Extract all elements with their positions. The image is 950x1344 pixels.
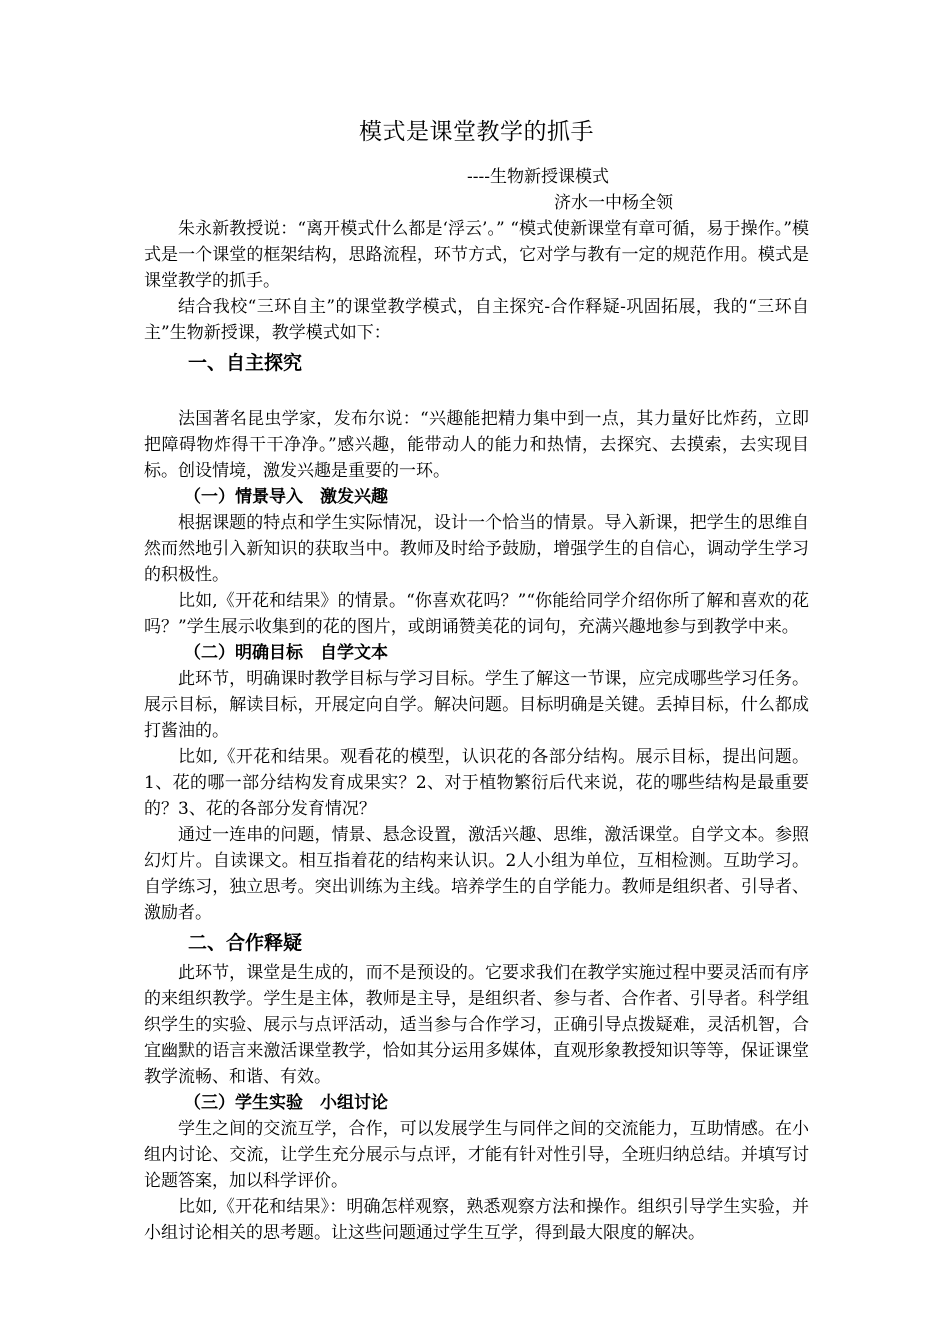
subsection-heading-goals: （二）明确目标 自学文本	[184, 643, 388, 663]
subsection-paragraph: 根据课题的特点和学生实际情况，设计一个恰当的情景。导入新课，把学生的思维自然而然地引入新知识的获取当中。教师及时给予鼓励，增强学生的自信心，调动学生学习的积极性。	[144, 513, 809, 585]
document-page	[144, 112, 809, 1246]
subsection-paragraph: 此环节，明确课时教学目标与学习目标。学生了解这一节课，应完成哪些学习任务。展示目标，解读目标，开展定向自学。解决问题。目标明确是关键。丢掉目标，什么都成打酱油的。	[144, 669, 809, 741]
section-heading-self-study: 一、自主探究	[188, 352, 303, 374]
intro-paragraph: 结合我校“三环自主”的课堂教学模式，自主探究-合作释疑-巩固拓展，我的“三环自主”生物新授课，教学模式如下：	[144, 297, 809, 343]
document-subtitle: ----生物新授课模式	[467, 167, 609, 187]
subsection-paragraph: 通过一连串的问题，情景、悬念设置，激活兴趣、思维，激活课堂。自学文本。参照幻灯片。自读课文。相互指着花的结构来认识。2人小组为单位，互相检测。互助学习。自学练习，独立思考。突出训练为主线。培养学生的自学能力。教师是组织者、引导者、激励者。	[144, 825, 809, 923]
document-title: 模式是课堂教学的抓手	[359, 119, 594, 145]
section-paragraph: 此环节，课堂是生成的，而不是预设的。它要求我们在教学实施过程中要灵活而有序的来组织教学。学生是主体，教师是主导，是组织者、参与者、合作者、引导者。科学组织学生的实验、展示与点评活动，适当参与合作学习，正确引导点拨疑难，灵活机智，合宜幽默的语言来激活课堂教学，恰如其分运用多媒体，直观形象教授知识等等，保证课堂教学流畅、和谐、有效。	[144, 963, 809, 1087]
subsection-paragraph: 比如,《开花和结果。观看花的模型，认识花的各部分结构。展示目标，提出问题。1、花的哪一部分结构发育成果实？2、对于植物繁衍后代来说，花的哪些结构是最重要的？3、花的各部分发育情况？	[144, 747, 809, 819]
section-paragraph: 法国著名昆虫学家，发布尔说：“兴趣能把精力集中到一点，其力量好比炸药，立即把障碍物炸得干干净净。”感兴趣，能带动人的能力和热情，去探究、去摸索，去实现目标。创设情境，激发兴趣是重要的一环。	[144, 409, 809, 481]
subsection-paragraph: 学生之间的交流互学，合作，可以发展学生与同伴之间的交流能力，互助情感。在小组内讨论、交流，让学生充分展示与点评，才能有针对性引导，全班归纳总结。并填写讨论题答案，加以科学评价。	[144, 1119, 809, 1191]
subsection-paragraph: 比如,《开花和结果》：明确怎样观察，熟悉观察方法和操作。组织引导学生实验，并小组讨论相关的思考题。让这些问题通过学生互学，得到最大限度的解决。	[144, 1197, 809, 1243]
subsection-paragraph: 比如,《开花和结果》的情景。“你喜欢花吗？”“你能给同学介绍你所了解和喜欢的花吗？”学生展示收集到的花的图片，或朗诵赞美花的词句，充满兴趣地参与到教学中来。	[144, 591, 809, 637]
section-heading-cooperation: 二、合作释疑	[188, 932, 303, 954]
subsection-heading-scenario: （一）情景导入 激发兴趣	[184, 487, 388, 507]
intro-paragraph: 朱永新教授说：“离开模式什么都是‘浮云’。” “模式使新课堂有章可循，易于操作。”模式是一个课堂的框架结构，思路流程，环节方式，它对学与教有一定的规范作用。模式是课堂教学的抓手。	[144, 219, 809, 291]
subsection-heading-experiment: （三）学生实验 小组讨论	[184, 1093, 388, 1113]
document-author: 济水一中杨全领	[554, 193, 673, 213]
